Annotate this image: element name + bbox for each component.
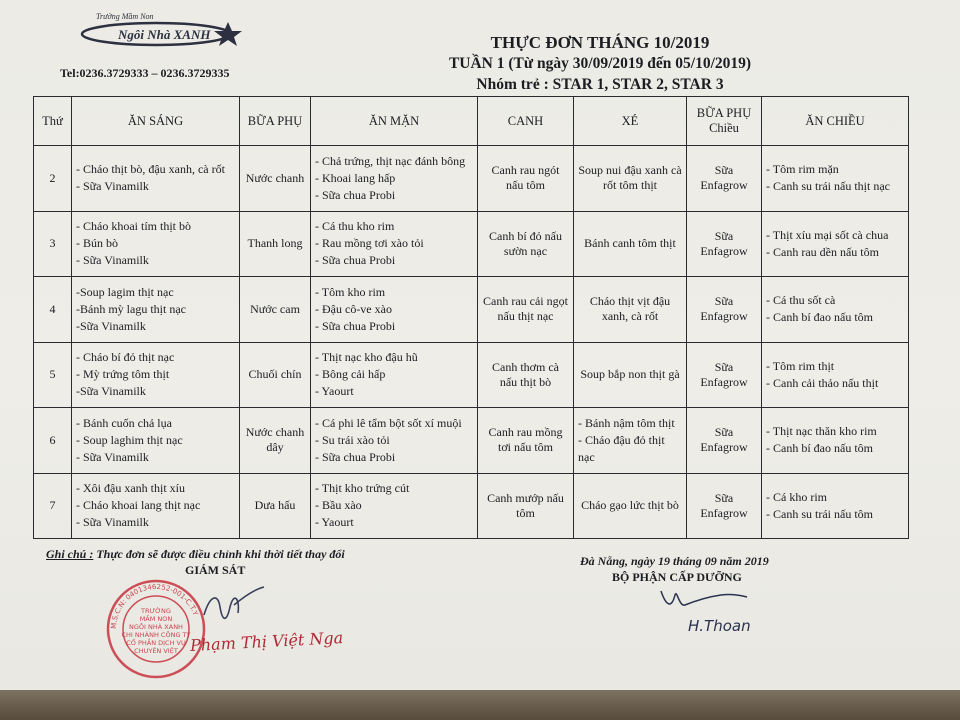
menu-item: - Yaourt (315, 384, 354, 399)
footer-note (46, 547, 345, 562)
menu-item: - Canh bí đao nấu tôm (766, 310, 873, 325)
menu-item: - Canh su trái nấu thịt nạc (766, 179, 890, 194)
menu-item: - Đậu cô-ve xào (315, 301, 392, 316)
menu-item: - Sữa chua Probi (315, 187, 396, 202)
table-row (34, 277, 909, 343)
col-header: ĂN MẶN (311, 97, 478, 146)
menu-item: - Yaourt (315, 515, 354, 530)
table-row (34, 473, 909, 539)
group-line: Nhóm trẻ : STAR 1, STAR 2, STAR 3 (476, 76, 724, 93)
menu-item: - Sữa Vinamilk (76, 179, 149, 194)
menu-item: - Chả trứng, thịt nạc đánh bông (315, 153, 466, 168)
cell-xe: Cháo gạo lức thịt bò (574, 473, 687, 539)
menu-item: - Thịt nạc thăn kho rim (766, 424, 877, 439)
cell-xe: Soup bắp non thịt gà (574, 342, 687, 408)
header-row (34, 97, 909, 146)
menu-item: - Soup laghim thịt nạc (76, 432, 183, 447)
col-header: Thứ (34, 97, 72, 146)
cell-snack: Nước cam (240, 277, 311, 343)
menu-item: - Xôi đậu xanh thịt xíu (76, 481, 185, 496)
logo-school-text: Trường Mầm Non (96, 12, 154, 21)
col-header: ĂN CHIỀU (762, 97, 909, 146)
menu-item: - Thịt nạc kho đậu hũ (315, 350, 418, 365)
cell-soup: Canh rau mồng tơi nấu tôm (478, 408, 574, 474)
menu-item: - Cá thu kho rim (315, 219, 395, 234)
cell-soup: Canh bí đỏ nấu sườn nạc (478, 211, 574, 277)
menu-item: - Cháo khoai lang thịt nạc (76, 498, 201, 513)
supervisor-name: Phạm Thị Việt Nga (189, 628, 344, 655)
menu-item: -Soup lagim thịt nạc (76, 284, 174, 299)
table-row (34, 342, 909, 408)
col-header: BỮA PHỤ Chiều (687, 97, 762, 146)
cell-afternoon-snack: Sữa Enfagrow (687, 211, 762, 277)
week-line: TUẦN 1 (Từ ngày 30/09/2019 đến 05/10/2019) (448, 55, 752, 72)
cell-dinner (762, 146, 909, 212)
cell-afternoon-snack: Sữa Enfagrow (687, 408, 762, 474)
svg-text:CHUYÊN VIỆT: CHUYÊN VIỆT (134, 647, 178, 655)
menu-item: - Cháo thịt bò, đậu xanh, cà rốt (76, 162, 225, 177)
menu-item: - Sữa Vinamilk (76, 449, 149, 464)
cell-day: 2 (34, 146, 72, 212)
svg-text:MẦM NON: MẦM NON (139, 615, 173, 623)
cell-snack: Thanh long (240, 211, 311, 277)
cell-xe: Soup nui đậu xanh cà rốt tôm thịt (574, 146, 687, 212)
cell-main (311, 277, 478, 343)
menu-item: - Cháo bí đỏ thịt nạc (76, 350, 175, 365)
cell-day: 6 (34, 408, 72, 474)
cell-dinner (762, 408, 909, 474)
menu-item: - Canh bí đao nấu tôm (766, 441, 873, 456)
table-row (34, 146, 909, 212)
dept-signer-name: H.Thoan (688, 617, 751, 635)
cell-afternoon-snack: Sữa Enfagrow (687, 146, 762, 212)
menu-item: - Sữa Vinamilk (76, 515, 149, 530)
cell-dinner (762, 211, 909, 277)
svg-text:CHI NHÁNH CÔNG TY: CHI NHÁNH CÔNG TY (121, 631, 191, 639)
logo-graphic (78, 18, 248, 50)
menu-item: - Sữa chua Probi (315, 318, 396, 333)
cell-dinner (762, 342, 909, 408)
cell-soup: Canh rau ngót nấu tôm (478, 146, 574, 212)
cell-main (311, 408, 478, 474)
cell-main (311, 211, 478, 277)
cell-soup: Canh rau cải ngọt nấu thịt nạc (478, 277, 574, 343)
cell-day: 5 (34, 342, 72, 408)
menu-item: - Cá kho rim (766, 489, 827, 504)
menu-item: - Canh cải thảo nấu thịt (766, 375, 879, 390)
department-label: BỘ PHẬN CẤP DƯỠNG (612, 570, 742, 584)
cell-breakfast (72, 146, 240, 212)
menu-item: - Bầu xào (315, 498, 362, 513)
cell-main (311, 146, 478, 212)
cell-day: 3 (34, 211, 72, 277)
cell-breakfast (72, 277, 240, 343)
col-header: ĂN SÁNG (72, 97, 240, 146)
svg-text:NGÔI NHÀ XANH: NGÔI NHÀ XANH (129, 623, 183, 631)
cell-soup: Canh mướp nấu tôm (478, 473, 574, 539)
menu-item: - Tôm rim mặn (766, 162, 839, 177)
menu-item: - Cá thu sốt cà (766, 293, 836, 308)
cell-dinner (762, 473, 909, 539)
menu-item: - Sữa chua Probi (315, 449, 396, 464)
cell-dinner (762, 277, 909, 343)
cell-xe: Bánh canh tôm thịt (574, 211, 687, 277)
dept-signature (655, 585, 765, 619)
menu-item: - Canh su trái nấu tôm (766, 506, 873, 521)
menu-item: - Thịt xíu mại sốt cà chua (766, 227, 889, 242)
cell-afternoon-snack: Sữa Enfagrow (687, 277, 762, 343)
menu-item: -Bánh mỳ lagu thịt nạc (76, 301, 186, 316)
cell-breakfast (72, 211, 240, 277)
cell-snack: Chuối chín (240, 342, 311, 408)
svg-text:TRƯỜNG: TRƯỜNG (141, 607, 171, 615)
col-header: XÉ (574, 97, 687, 146)
menu-item: - Cháo khoai tím thịt bò (76, 219, 191, 234)
menu-item: - Bánh cuốn chả lụa (76, 415, 172, 430)
cell-snack: Nước chanh (240, 146, 311, 212)
table-row (34, 408, 909, 474)
menu-item: - Tôm rim thịt (766, 358, 835, 373)
cell-breakfast (72, 408, 240, 474)
cell-day: 7 (34, 473, 72, 539)
menu-item: - Bún bò (76, 236, 118, 251)
menu-item: - Thịt kho trứng cút (315, 481, 410, 496)
menu-item: -Sữa Vinamilk (76, 318, 146, 333)
cell-soup: Canh thơm cà nấu thịt bò (478, 342, 574, 408)
date-line: Đà Nẵng, ngày 19 tháng 09 năm 2019 (580, 554, 769, 568)
cell-main (311, 342, 478, 408)
menu-item: - Sữa Vinamilk (76, 253, 149, 268)
cell-snack: Dưa hấu (240, 473, 311, 539)
menu-item: - Sữa chua Probi (315, 253, 396, 268)
cell-afternoon-snack: Sữa Enfagrow (687, 342, 762, 408)
table-row (34, 211, 909, 277)
note-label: Ghi chú : (46, 547, 94, 561)
menu-item: - Cá phi lê tẩm bột sốt xí muội (315, 415, 462, 430)
stamp-text: M.S.C.N: 0401346252-001-C.T.Y (109, 582, 200, 630)
cell-breakfast (72, 473, 240, 539)
menu-item: - Su trái xào tỏi (315, 432, 390, 447)
menu-item: - Tôm kho rim (315, 284, 386, 299)
menu-item: - Khoai lang hấp (315, 170, 396, 185)
supervisor-signature (190, 585, 270, 633)
note-text: Thực đơn sẽ được điều chỉnh khi thời tiết thay đổi (93, 547, 345, 561)
menu-item: - Canh rau dền nấu tôm (766, 244, 879, 259)
cell-day: 4 (34, 277, 72, 343)
logo-text: Ngôi Nhà XANH (118, 27, 211, 42)
desk-surface (0, 690, 960, 720)
svg-text:CỔ PHẦN DỊCH VỤ: CỔ PHẦN DỊCH VỤ (126, 639, 186, 647)
cell-xe: Cháo thịt vịt đậu xanh, cà rốt (574, 277, 687, 343)
cell-afternoon-snack: Sữa Enfagrow (687, 473, 762, 539)
menu-table (33, 96, 909, 539)
col-header: CANH (478, 97, 574, 146)
title-block (380, 32, 820, 95)
page-title: THỰC ĐƠN THÁNG 10/2019 (490, 33, 710, 52)
col-header: BỮA PHỤ (240, 97, 311, 146)
cell-breakfast (72, 342, 240, 408)
school-logo (78, 12, 248, 50)
menu-item: - Bông cải hấp (315, 367, 386, 382)
cell-main (311, 473, 478, 539)
cell-snack: Nước chanh dây (240, 408, 311, 474)
menu-item: -Sữa Vinamilk (76, 384, 146, 399)
cell-xe: - Bánh nậm tôm thịt - Cháo đậu đỏ thịt nạc (574, 408, 687, 474)
menu-item: - Mỳ trứng tôm thịt (76, 367, 170, 382)
menu-item: - Rau mồng tơi xào tỏi (315, 236, 424, 251)
supervisor-label: GIÁM SÁT (185, 563, 246, 577)
phone-line: Tel:0236.3729333 – 0236.3729335 (60, 66, 230, 80)
